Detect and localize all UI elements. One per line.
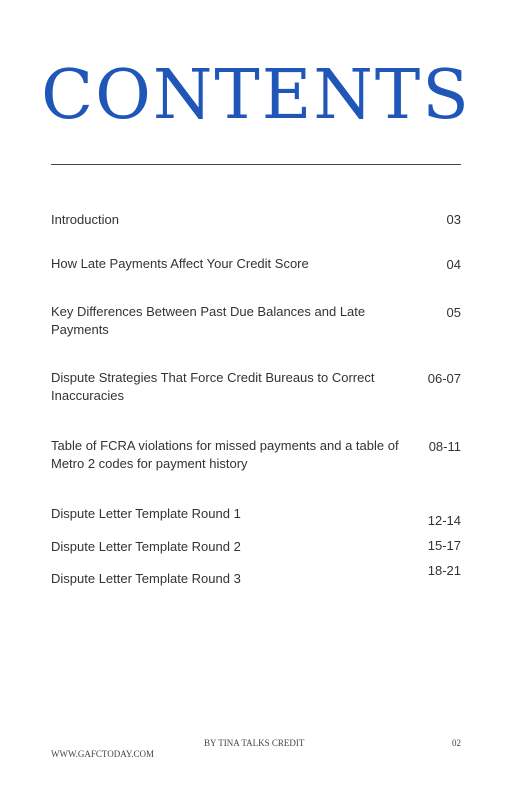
title-divider (51, 164, 461, 165)
toc-entry-late-payments[interactable]: How Late Payments Affect Your Credit Score (51, 256, 309, 271)
toc-page-fcra-table: 08-11 (428, 439, 461, 454)
toc-page-key-differences: 05 (446, 305, 461, 320)
page-title: CONTENTS (41, 56, 471, 135)
toc-page-round-1: 12-14 (427, 513, 461, 528)
toc-entry-round-2[interactable]: Dispute Letter Template Round 2 (51, 539, 241, 554)
toc-page-round-2: 15-17 (427, 538, 461, 553)
footer-website[interactable]: WWW.GAFCTODAY.COM (51, 749, 155, 759)
toc-entry-dispute-strategies[interactable]: Dispute Strategies That Force Credit Bureaus to Correct Inaccuracies (51, 370, 375, 403)
toc-page-round-3: 18-21 (427, 563, 461, 578)
toc-entry-fcra-table[interactable]: Table of FCRA violations for missed payments and a table of Metro 2 codes for payment history (51, 438, 399, 471)
toc-page-introduction: 03 (446, 212, 461, 227)
toc-entry-introduction[interactable]: Introduction (51, 212, 119, 227)
footer-author: BY TINA TALKS CREDIT (204, 738, 305, 748)
toc-entry-key-differences[interactable]: Key Differences Between Past Due Balances and Late Payments (51, 304, 366, 337)
toc-entry-round-3[interactable]: Dispute Letter Template Round 3 (51, 571, 241, 586)
footer-page-number: 02 (452, 738, 461, 748)
toc-page-late-payments: 04 (446, 257, 461, 272)
toc-entry-round-1[interactable]: Dispute Letter Template Round 1 (51, 506, 241, 521)
toc-page-dispute-strategies: 06-07 (427, 371, 461, 386)
